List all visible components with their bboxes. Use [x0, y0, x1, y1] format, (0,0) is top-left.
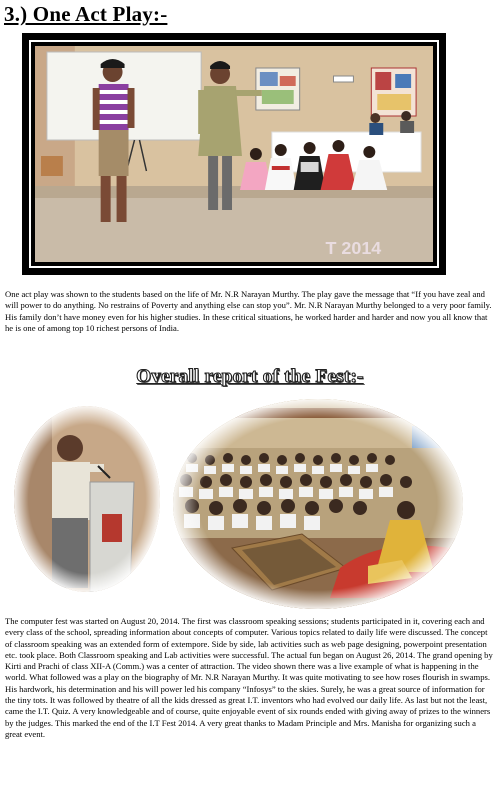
play-paragraph: One act play was shown to the students based on the life of Mr. N.R Narayan Murthy. The play gave the message that “If you have zeal and will power to do anything. No restrains of Poverty and anything else can stop you”. Mr. N.R Narayan Murthy belonged to a very poor family. His family don’t have money even for his higher studies. In these critical situations, he worked harder and harder and now you all know that he is one of among top 10 richest persons of India. — [5, 289, 492, 333]
photo-frame-inner — [29, 40, 439, 268]
photo-watermark: T 2014 — [325, 237, 382, 259]
section-heading-overall-report: Overall report of the Fest:- — [136, 366, 364, 387]
report-paragraph: The computer fest was started on August 20, 2014. The first was classroom speaking sessions; students participated in it, covering each and every class of the school, spreading information about concepts of computer. Various topics related to daily life were discussed. The concept of classroom speaking was an extended form of extempore. Side by side, lab activities such as web page designing, powerpoint presentation etc. took place. Both Classroom speaking and Lab activities were successful. The actual fun began on August 26, 2014. The grand opening by Kirti and Prachi of class XII-A (Comm.) was a center of attraction. The video shown there was a live example of what is happening in the world. What followed was a play on the biography of Mr. N.R Narayan Murthy. It was quite motivating to see how roses flourish in swamps. His hardwork, his determination and his will power led his company “Infosys” to the skies. Surely, he was a great source of information for the tiny tots. It was followed by theatre of all the kids dressed as great I.T. inventors who had evolved our daily life. As last but not the least, came the I.T. Quiz. A very knowledgeable and of course, quite enjoyable event of six rounds ended with giving away of prizes to the winners by the judges. This marked the end of the I.T Fest 2014. A very great thanks to Madam Principle and Mrs. Manisha for organizing such a great event. — [5, 616, 493, 739]
photo-one-act-play — [35, 46, 433, 262]
section-heading-one-act-play: 3.) One Act Play:- — [4, 2, 168, 26]
photo-audience-hall — [172, 398, 464, 610]
photo-frame-play — [22, 33, 446, 275]
photo-speaker-podium — [12, 404, 162, 594]
